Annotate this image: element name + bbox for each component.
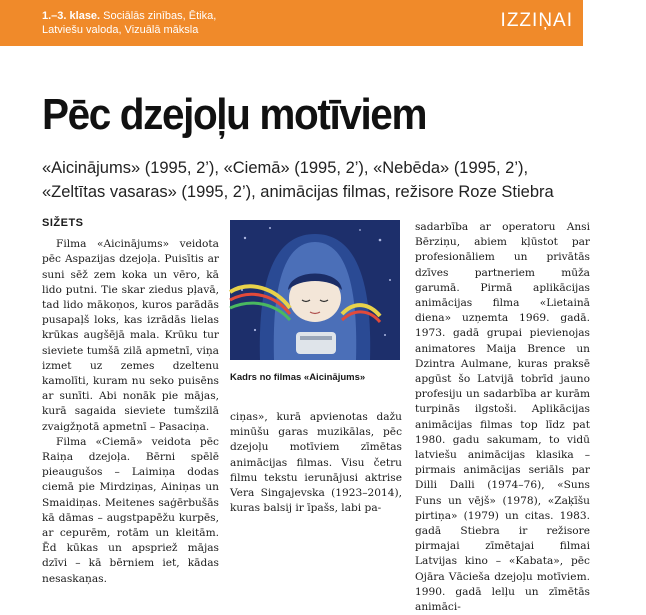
film-still-illustration xyxy=(230,220,400,360)
paragraph-ciema: Filma «Ciemā» veidota pēc Raiņa dzejoļa. Bērni spēlē pieaugušos – Laimiņa dodas ciemā pie Mirdziņas, Ainiņas un Smaidiņas. Meitenes saģērbušās kā dāmas – augstpapēžu kurpēs, ar cepurēm, rotām un kleitām. Ēd kūkas un apspriež mājas dzīvi – kā bērniem iet, kādas nesaskaņas. xyxy=(42,435,219,585)
figure-caption: Kadrs no filmas «Aicinājums» xyxy=(230,372,366,383)
paragraph-biography: sadarbība ar operatoru Ansi Bērziņu, abiem kļūstot par profesionāliem un privātās dzīves partneriem mūža garumā. Pirmā aplikācijas animācijas filma «Lietainā diena» uzņemta 1969. gadā. 1973. gadā grupai pievienojas animatores Maija Brence un Dzintra Aulmane, kuras praksē apgūst šo Latvijā tobrīd jauno profesiju un sadarbība ar kurām turpinās ilgstoši. Aplikācijas animācijas filmas top līdz pat 1980. gadu sakumam, to vidū latviešu animācijas klasika – pirmais animācijas seriāls par Dilli Dalli (1974–76), «Suns Funs un vējš» (1978), «Zaķīšu pirtiņa» (1979) un citas. 1983. gadā Stiebra ir režisore pirmajai zīmētajai filmai Latvijas kino – «Kabata», pēc Ojāra Vācieša dzejoļu motīviem. 1990. gadā lelļu un zīmētās animāci- xyxy=(415,221,590,614)
subject-line xyxy=(42,9,462,37)
section-tag: IZZIŅAI xyxy=(500,10,573,31)
column-1 xyxy=(42,216,219,587)
column-2-text xyxy=(230,410,402,516)
subtitle-line-1: «Aicinājums» (1995, 2’), «Ciemā» (1995, 2’), «Nebēda» (1995, 2’), xyxy=(42,159,529,177)
paragraph-series: ciņas», kurā apvienotas dažu minūšu garas muzikālas, pēc dzejoļu motīviem zīmētas animācijas filmas. Visu četru filmu tekstu ierunājusi aktrise Vera Singajevska (1923–2014), kuras balsij ir īpašs, labi pa- xyxy=(230,411,402,515)
film-still-image xyxy=(230,220,400,360)
section-heading: SIŽETS xyxy=(42,217,84,229)
article-title: Pēc dzejoļu motīviem xyxy=(42,90,427,139)
section-header-bar xyxy=(0,0,583,46)
subjects-line-1: Sociālās zinības, Ētika, xyxy=(103,10,217,22)
article-subtitle xyxy=(42,156,602,204)
subjects-line-2: Latviešu valoda, Vizuālā māksla xyxy=(42,24,199,36)
column-3 xyxy=(415,220,590,615)
subtitle-line-2: «Zeltītas vasaras» (1995, 2’), animācijas filmas, režisore Roze Stiebra xyxy=(42,183,554,201)
paragraph-aicinajums: Filma «Aicinājums» veidota pēc Aspazijas dzejoļa. Puisītis ar suni sēž zem koka un vēro, kā lido putni. Tie skar ziedus pļavā, tad lido mākoņos, kuros parādās pusapaļš loks, kas izrādās lielas krūkas augšējā mala. Krūku tur sieviete tumšā zilā apmetnī, viņa izmet uz zemes dzeltenu kamolīti, kuram nu seko puisēns ar sunīti. Abi nonāk pie mājas, kurā sagaida sieviete tumšzilā zvaigžņotā apmetnī – Pasaciņa. xyxy=(42,238,219,433)
grade-label: 1.–3. klase. xyxy=(42,10,101,22)
